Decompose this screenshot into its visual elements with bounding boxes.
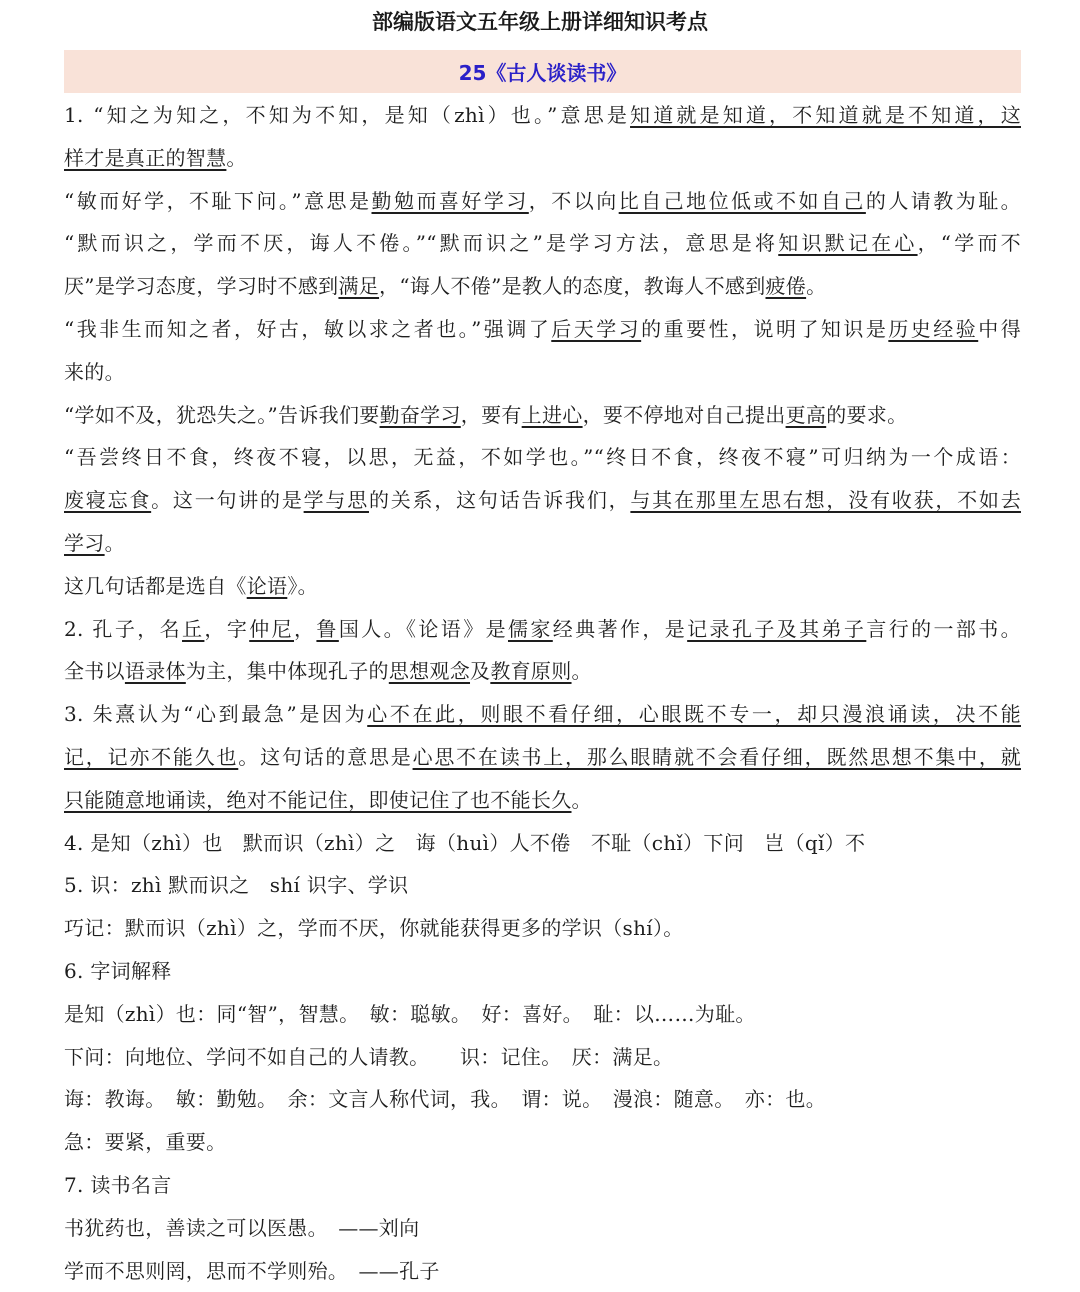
underlined-key-phrase: 丘 [182, 616, 205, 641]
text-segment: 国人。《论语》是 [338, 616, 508, 641]
text-segment: ，“诲人不倦”是教人的态度，教诲人不感到 [379, 274, 766, 299]
underlined-key-phrase: 教育原则 [490, 659, 572, 684]
text-line [64, 822, 1021, 865]
text-segment: “我非生而知之者，好古，敏以求之者也。”强调了 [64, 316, 552, 341]
underlined-key-phrase: 满足 [338, 274, 380, 299]
text-segment: 的要求。 [826, 402, 908, 427]
text-segment: 的人请教为耻。 [865, 188, 1021, 213]
text-segment: 2. 孔子，名 [64, 616, 183, 641]
text-line [64, 351, 1021, 394]
underlined-key-phrase: 学习 [64, 530, 105, 555]
text-segment: 6. 字词解释 [64, 958, 172, 983]
underlined-key-phrase: 上进心 [521, 402, 583, 427]
underlined-key-phrase: 记，记亦不能久也 [64, 744, 239, 769]
text-segment: ，不以向 [528, 188, 619, 213]
underlined-key-phrase: 知道就是知道，不知道就是不知道，这 [630, 103, 1021, 127]
text-line [64, 94, 1021, 137]
text-segment: 。这句话的意思是 [238, 744, 413, 769]
text-segment: 。 [806, 274, 827, 299]
text-segment: 。 [571, 787, 592, 812]
text-line [64, 394, 1021, 437]
text-line [64, 1207, 1021, 1250]
text-line [64, 608, 1021, 651]
underlined-key-phrase: 儒家 [507, 616, 553, 641]
text-segment: 的关系，这句话告诉我们， [368, 488, 631, 513]
underlined-key-phrase: 语录体 [124, 659, 186, 684]
underlined-key-phrase: 心不在此，则眼不看仔细，心眼既不专一，却只漫浪诵读，决不能 [367, 702, 1021, 727]
underlined-key-phrase: 心思不在读书上，那么眼睛就不会看仔细，既然思想不集中，就 [412, 744, 1021, 769]
text-line [64, 1164, 1021, 1207]
underlined-key-phrase: 鲁 [316, 616, 339, 641]
text-line [64, 736, 1021, 779]
text-line [64, 479, 1021, 522]
text-segment: 巧记：默而识（zhì）之，学而不厌，你就能获得更多的学识（shí）。 [64, 916, 684, 941]
text-segment: ，“学而不 [917, 231, 1021, 256]
lesson-header-band [64, 50, 1021, 93]
underlined-key-phrase: 更高 [785, 402, 827, 427]
text-segment: 书犹药也，善读之可以医愚。 ——刘向 [64, 1215, 420, 1240]
text-segment: 1. “知之为知之，不知为不知，是知（zhì）也。”意思是 [64, 103, 631, 127]
underlined-key-phrase: 比自己地位低或不如自己 [618, 188, 866, 213]
text-segment: 来的。 [64, 359, 125, 384]
underlined-key-phrase: 知识默记在心 [778, 231, 918, 256]
text-segment: ，要不停地对自己提出 [582, 402, 786, 427]
text-line [64, 265, 1021, 308]
underlined-key-phrase: 勤奋学习 [379, 402, 461, 427]
text-segment: 这几句话都是选自《 [64, 573, 247, 598]
text-line [64, 993, 1021, 1036]
text-segment: 中得 [978, 316, 1021, 341]
text-segment: 经典著作，是 [552, 616, 688, 641]
text-segment: 7. 读书名言 [64, 1172, 172, 1197]
text-line [64, 907, 1021, 950]
text-segment: 下问：向地位、学问不如自己的人请教。 识：记住。 厌：满足。 [64, 1044, 674, 1069]
text-line [64, 308, 1021, 351]
text-line [64, 180, 1021, 223]
underlined-key-phrase: 勤勉而喜好学习 [371, 188, 529, 213]
text-line [64, 864, 1021, 907]
text-segment: 是知（zhì）也：同“智”，智慧。 敏：聪敏。 好：喜好。 耻：以……为耻。 [64, 1001, 756, 1026]
underlined-key-phrase: 只能随意地诵读，绝对不能记住，即使记住了也不能长久 [64, 787, 572, 812]
text-segment: 。 [571, 659, 592, 684]
text-segment: 。这一句讲的是 [151, 488, 304, 513]
text-line [64, 1036, 1021, 1079]
text-segment: “学如不及，犹恐失之。”告诉我们要 [64, 402, 380, 427]
underlined-key-phrase: 论语 [246, 573, 288, 598]
text-line [64, 522, 1021, 565]
text-segment: 言行的一部书。 [866, 616, 1021, 641]
text-segment: 全书以 [64, 659, 125, 684]
text-segment: ， [294, 616, 317, 641]
text-segment: 及 [470, 659, 491, 684]
text-segment: 》。 [287, 573, 318, 598]
lesson-title: 25《古人谈读书》 [458, 61, 627, 85]
text-segment: 的重要性，说明了知识是 [641, 316, 889, 341]
underlined-key-phrase: 废寝忘食 [64, 488, 152, 513]
text-line [64, 436, 1021, 479]
text-segment: 厌”是学习态度，学习时不感到 [64, 274, 339, 299]
text-segment: 4. 是知（zhì）也 默而识（zhì）之 诲（huì）人不倦 不耻（chǐ）下问 岂（qǐ）不 [64, 830, 866, 855]
document-title: 部编版语文五年级上册详细知识考点 [372, 9, 708, 34]
text-segment: 。 [104, 530, 125, 555]
text-segment: 急：要紧，重要。 [64, 1130, 227, 1155]
text-segment: “吾尝终日不食，终夜不寝，以思，无益，不如学也。”“终日不食，终夜不寝”可归纳为一个成语： [64, 445, 1021, 470]
text-line [64, 779, 1021, 822]
text-line [64, 1121, 1021, 1164]
knowledge-points-body [64, 94, 1021, 1292]
text-segment: 学而不思则罔，思而不学则殆。 ——孔子 [64, 1258, 440, 1283]
text-segment: 为主，集中体现孔子的 [185, 659, 389, 684]
text-segment: 3. 朱熹认为“心到最急”是因为 [64, 702, 368, 727]
underlined-key-phrase: 样才是真正的智慧 [64, 145, 227, 170]
text-segment: “敏而好学，不耻下问。”意思是 [64, 188, 372, 213]
text-line [64, 650, 1021, 693]
text-segment: ，要有 [460, 402, 522, 427]
text-line [64, 950, 1021, 993]
underlined-key-phrase: 学与思 [303, 488, 369, 513]
text-line [64, 222, 1021, 265]
text-segment: 诲：教诲。 敏：勤勉。 余：文言人称代词，我。 谓：说。 漫浪：随意。 亦：也。 [64, 1087, 826, 1112]
underlined-key-phrase: 疲倦 [765, 274, 807, 299]
text-line [64, 137, 1021, 180]
text-segment: 5. 识：zhì 默而识之 shí 识字、学识 [64, 873, 409, 898]
underlined-key-phrase: 后天学习 [551, 316, 642, 341]
underlined-key-phrase: 思想观念 [388, 659, 471, 684]
text-segment: 。 [226, 145, 247, 170]
text-line [64, 565, 1021, 608]
text-segment: “默而识之，学而不厌，诲人不倦。”“默而识之”是学习方法，意思是将 [64, 231, 779, 256]
text-line [64, 693, 1021, 736]
text-segment: ，字 [204, 616, 250, 641]
underlined-key-phrase: 历史经验 [888, 316, 979, 341]
text-line [64, 1078, 1021, 1121]
underlined-key-phrase: 仲尼 [249, 616, 295, 641]
underlined-key-phrase: 记录孔子及其弟子 [687, 616, 867, 641]
underlined-key-phrase: 与其在那里左思右想，没有收获，不如去 [630, 488, 1021, 513]
